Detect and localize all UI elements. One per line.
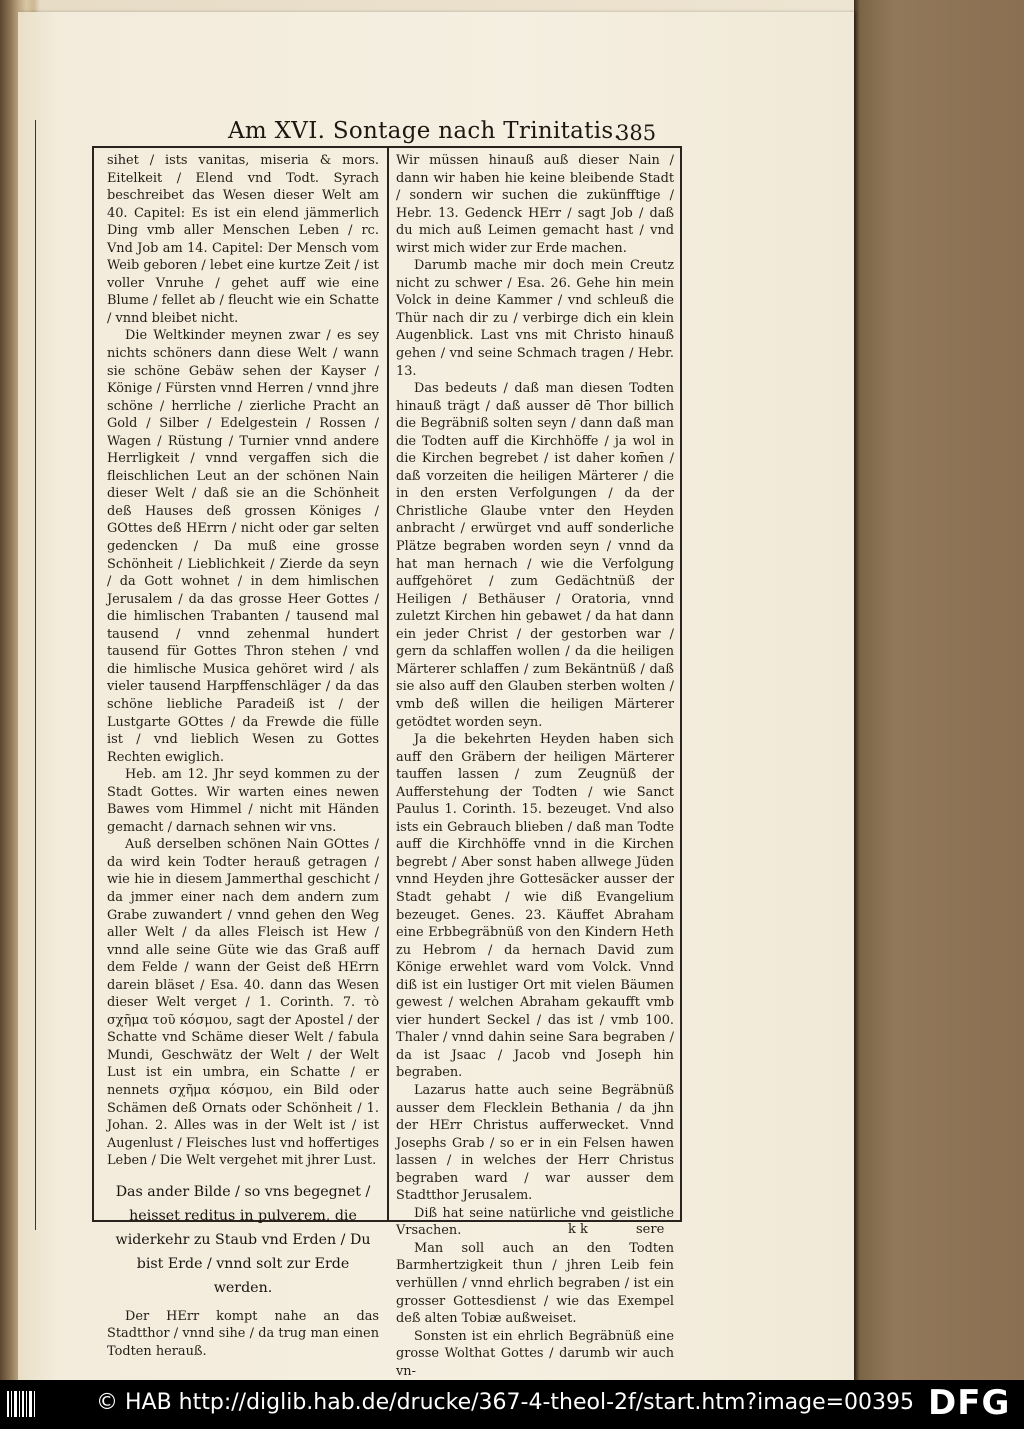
left-paragraph: Die Weltkinder meynen zwar / es sey nichts schöners dann diese Welt / wann sie schöne Gebäw sehen der Kayser / Könige / Fürsten vnnd Herren / vnnd jhre schöne / herrliche / zierliche Pracht an Gold / Silber / Edelgestein / Rossen / Wagen / Rüstung / Turnier vnnd andere Herrligkeit / vnnd vergaffen sich die fleischlichen Leut an der schönen Nain dieser Welt / daß sie an die Schönheit deß Hauses deß grossen Königes / GOttes deß HErrn / nicht oder gar selten gedencken / Da muß eine grosse Schönheit / Lieblichkeit / Zierde da seyn / da Gott wohnet / in dem himlischen Jerusalem / da das grosse Heer Gottes / die himlischen Trabanten / tausend mal tausend / vnnd zehenmal hundert tausend für Gottes Thron stehen / vnd die himlische Musica gehöret wird / als vieler tausend Harpffenschläger / da das schöne liebliche Paradeiß ist / der Lustgarte GOttes / da Frewde die fülle ist / vnd lieblich Wesen zu Gottes Rechten ewiglich. xyxy=(107,328,379,765)
right-paragraph: Diß hat seine natürliche vnd geistliche Vrsachen. xyxy=(396,1205,674,1239)
right-paragraph: Wir müssen hinauß auß dieser Nain / dann wir haben hie keine bleibende Stadt / sondern wir suchen die zukünfftige / Hebr. 13. Gedenck HErr / sagt Job / daß du mich auß Leimen gemacht hast / vnd wirst mich wider zur Erde machen. xyxy=(396,153,674,256)
book-edge-background xyxy=(854,0,1024,1380)
gutter-line xyxy=(35,120,36,1230)
right-paragraph: Das bedeuts / daß man diesen Todten hinauß trägt / daß ausser dē Thor billich die Begräbniß solten seyn / dann daß man die Todten auff die Kirchhöffe / ja wol in die Kirchen begrebet / ist daher kom̄en / daß vorzeiten die heiligen Märterer / die in den ersten Verfolgungen / da der Christliche Glaube vnter den Heyden anbracht / erwürget vnd auff sonderliche Plätze begraben worden seyn / vnnd da hat man hernach / wie die Verfolgung auffgehöret / zum Gedächtnüß der Heiligen / Bethäuser / Oratoria, vnnd zuletzt Kirchen hin gebawet / da hat dann ein jeder Christ / der gestorben war / gern da schlaffen wollen / da die heiligen Märterer schlaffen / zum Bekäntnüß / daß sie also auff den Glauben sterben wolten / vmb deß willen die heiligen Märterer getödtet worden seyn. xyxy=(396,381,674,730)
column-divider-rule xyxy=(387,146,389,1222)
catchword: sere xyxy=(636,1222,665,1237)
running-head: Am XVI. Sontage nach Trinitatis. xyxy=(228,118,622,144)
signature-mark: k k xyxy=(568,1222,588,1237)
right-paragraph: Man soll auch an den Todten Barmhertzigkeit thun / jhren Leib fein verhüllen / vnnd ehrlich begraben / ist ein grosser Gottesdienst / wie das Exempel deß alten Tobiæ außweiset. xyxy=(396,1240,674,1327)
frame-right-rule xyxy=(680,146,682,1222)
left-paragraph: sihet / ists vanitas, miseria & mors. Eitelkeit / Elend vnd Todt. Syrach beschreibet das Wesen dieser Welt am 40. Capitel: Es ist ein elend jämmerlich Ding vmb aller Menschen Leben / rc. Vnd Job am 14. Capitel: Der Mensch vom Weib geboren / lebet eine kurtze Zeit / ist voller Vnruhe / gehet auff wie eine Blume / fellet ab / fleucht wie ein Schatte / vnnd bleibet nicht. xyxy=(107,153,379,326)
left-paragraph: Auß derselben schönen Nain GOttes / da wird kein Todter herauß getragen / wie hie in diesem Jammerthal geschicht / da jmmer einer nach dem andern zum Grabe zuwandert / vnnd gehen den Weg aller Welt / da alles Fleisch ist Hew / vnnd alle seine Güte wie das Graß auff dem Felde / wann der Geist deß HErrn darein bläset / Esa. 40. dann das Wesen dieser Welt verget / 1. Corinth. 7. τὸ σχῆμα τοῦ κόσμου, sagt der Apostel / der Schatte vnd Schäme dieser Welt / fabula Mundi, Geschwätz der Welt / der Welt Lust ist ein umbra, ein Schatte / er nennets σχῆμα κόσμου, ein Bild oder Schämen deß Ornats oder Schönheit / 1. Johan. 2. Alles was in der Welt ist / ist Augenlust / Fleisches lust vnd hoffertiges Leben / Die Welt vergehet mit jhrer Lust. xyxy=(107,837,379,1169)
page-number: 385 xyxy=(616,121,657,145)
right-paragraph: Sonsten ist ein ehrlich Begräbnüß eine grosse Wolthat Gottes / darumb wir auch vn- xyxy=(396,1328,674,1379)
section-heading: Das ander Bilde / so vns begegnet / heisset reditus in pulverem, die widerkehr zu Staub vnd Erden / Du bist Erde / vnnd solt zur Erde werden. xyxy=(115,1183,371,1296)
left-column xyxy=(107,152,379,1360)
left-paragraph: Heb. am 12. Jhr seyd kommen zu der Stadt Gottes. Wir warten eines newen Bawes vom Himmel / nicht mit Händen gemacht / darnach sehnen wir vns. xyxy=(107,767,379,835)
dfg-logo: DFG xyxy=(928,1383,1011,1423)
footer-bar xyxy=(0,1380,1024,1429)
left-paragraph-end: Der HErr kompt nahe an das Stadtthor / vnnd sihe / da trug man einen Todten herauß. xyxy=(107,1308,379,1359)
right-paragraph: Lazarus hatte auch seine Begräbnüß ausser dem Flecklein Bethania / da jhn der HErr Christus aufferwecket. Vnnd Josephs Grab / so er in ein Felsen hawen lassen / in welches der Herr Christus begraben ward / war ausser dem Stadtthor Jerusalem. xyxy=(396,1082,674,1204)
frame-left-rule xyxy=(92,146,94,1222)
barcode-icon xyxy=(6,1389,36,1419)
right-paragraph: Darumb mache mir doch mein Creutz nicht zu schwer / Esa. 26. Gehe hin mein Volck in deine Kammer / vnd schleuß die Thür nach dir zu / verbirge dich ein klein Augenblick. Last vns mit Christo hinauß gehen / vnd seine Schmach tragen / Hebr. 13. xyxy=(396,258,674,379)
source-link[interactable]: © HAB http://diglib.hab.de/drucke/367-4-theol-2f/start.htm?image=00395 xyxy=(96,1390,915,1415)
right-paragraph: Ja die bekehrten Heyden haben sich auff den Gräbern der heiligen Märterer tauffen lassen / zum Zeugnüß der Aufferstehung der Todten / wie Sanct Paulus 1. Corinth. 15. bezeuget. Vnd also ists ein Gebrauch blieben / daß man Todte auff die Kirchhöffe vnnd in die Kirchen begrebt / Aber sonst haben allwege Jüden vnnd Heyden jhre Gottesäcker ausser der Stadt gehabt / wie diß Evangelium bezeuget. Genes. 23. Käuffet Abraham eine Erbbegräbnüß von den Kindern Heth zu Hebrom / da hernach David zum Könige erwehlet ward vom Volck. Vnnd diß ist ein lustiger Ort mit vielen Bäumen gewest / welchen Abraham gekaufft vmb vier hundert Seckel / das ist / vmb 100. Thaler / vnnd dahin seine Sara begraben / da ist Jsaac / Jacob vnd Joseph hin begraben. xyxy=(396,732,674,1081)
right-column xyxy=(396,152,674,1380)
